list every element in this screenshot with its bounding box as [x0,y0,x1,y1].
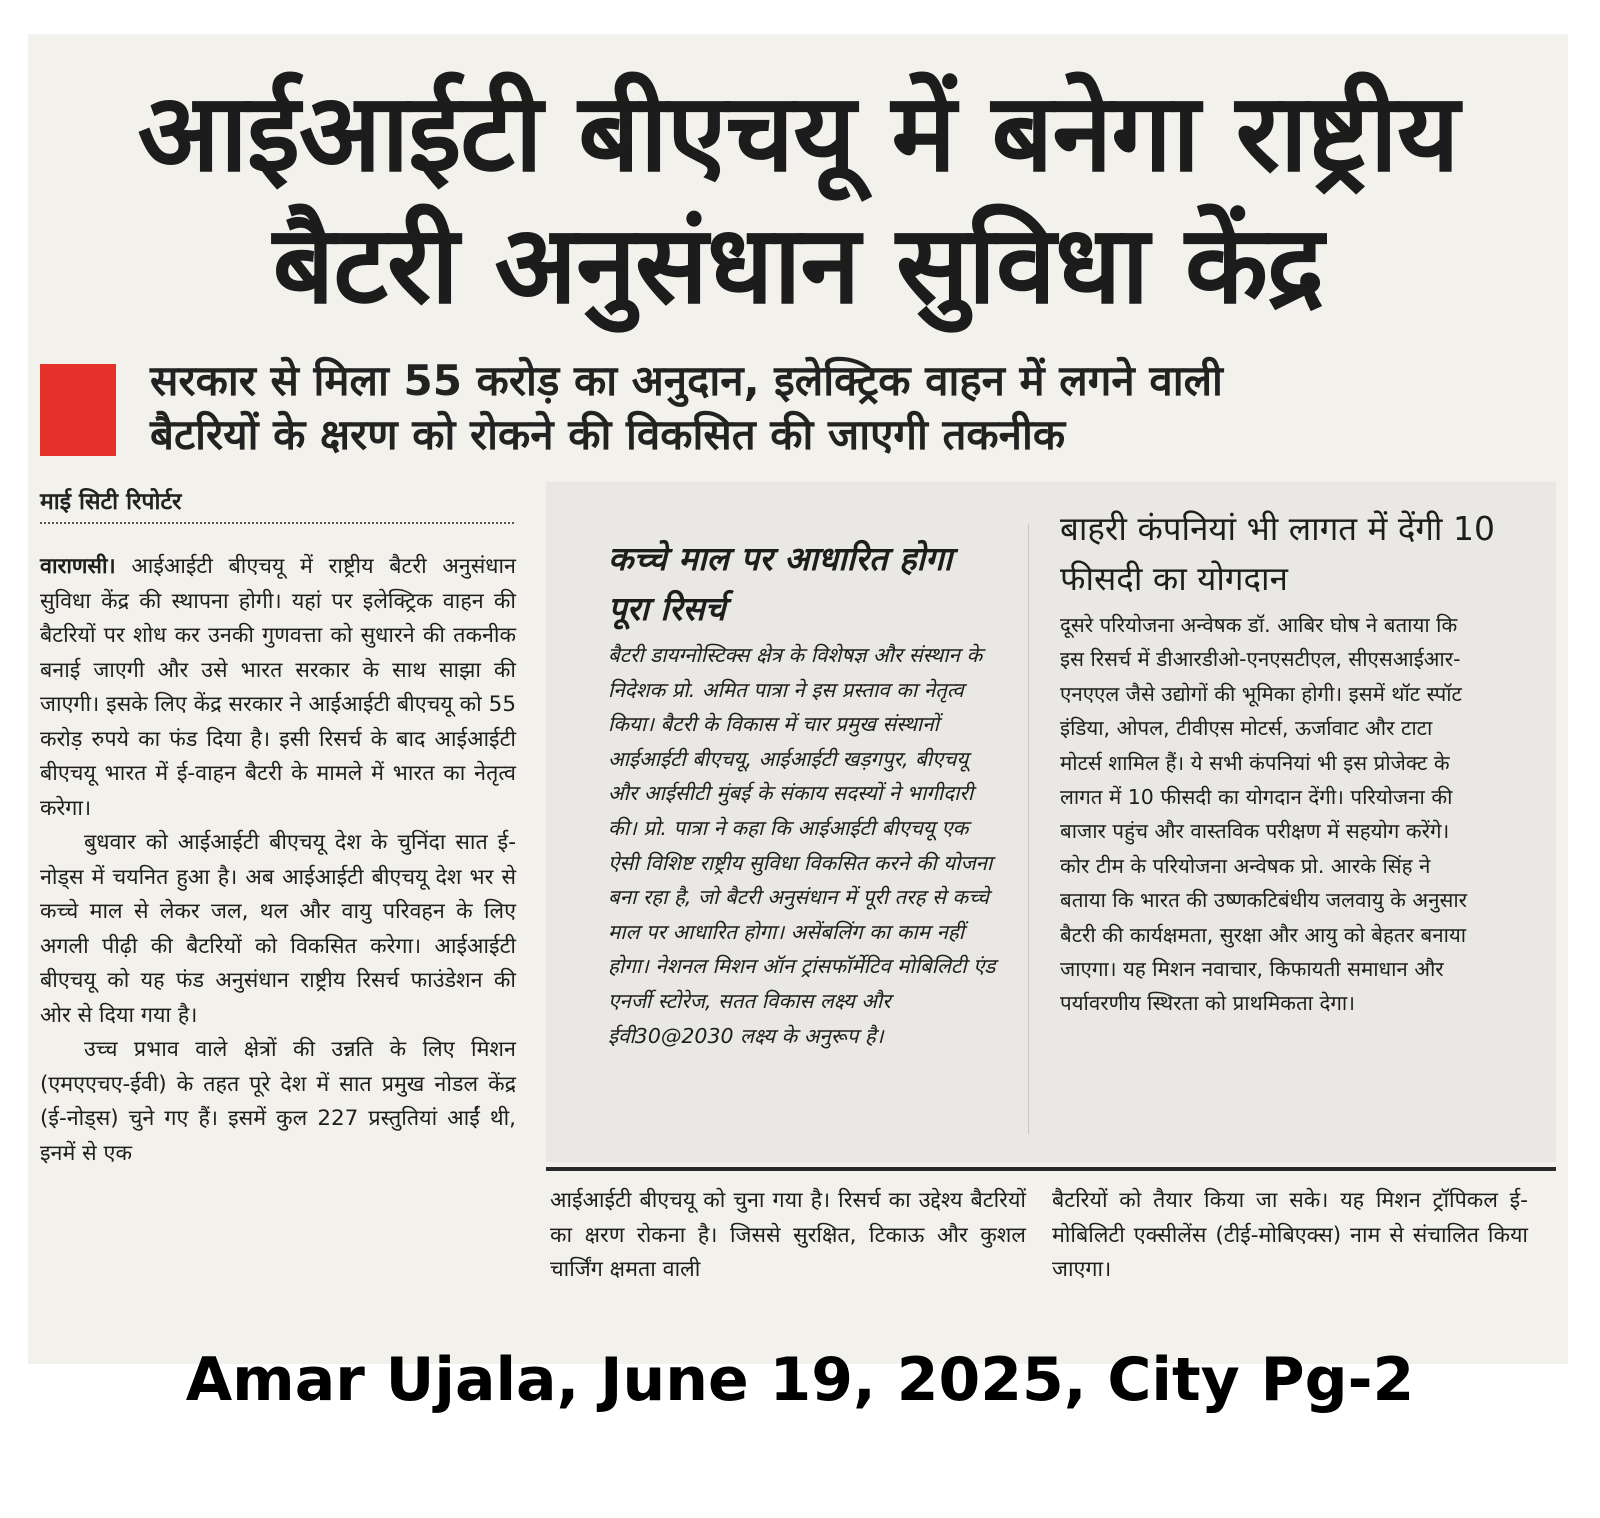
accent-red-block [40,364,116,456]
byline: माई सिटी रिपोर्टर [40,489,182,515]
paragraph-1 [40,550,516,826]
box-column-divider [1028,524,1029,1134]
newspaper-clipping [28,34,1568,1364]
box1-body: बैटरी डायग्नोस्टिक्स क्षेत्र के विशेषज्ञ और संस्थान के निदेशक प्रो. अमित पात्रा ने इस प्रस्ताव का नेतृत्व किया। बैटरी के विकास में चार प्रमुख संस्थानों आईआईटी बीएचयू, आईआईटी खड़गपुर, बीएचयू और आईसीटी मुंबई के संकाय सदस्यों ने भागीदारी की। प्रो. पात्रा ने कहा कि आईआईटी बीएचयू एक ऐसी विशिष्ट राष्ट्रीय सुविधा विकसित करने की योजना बना रहा है, जो बैटरी अनुसंधान में पूरी तरह से कच्चे माल पर आधारित होगा। असेंबलिंग का काम नहीं होगा। नेशनल मिशन ऑन ट्रांसफॉर्मेटिव मोबिलिटी एंड एनर्जी स्टोरेज, सतत विकास लक्ष्य और ईवी30@2030 लक्ष्य के अनुरूप है। [608,643,996,1048]
continuation-column-3: बैटरियों को तैयार किया जा सके। यह मिशन ट्रॉपिकल ई-मोबिलिटी एक्सीलेंस (टीई-मोबिएक्स) नाम से संचालित किया जाएगा। [1052,1188,1528,1282]
paragraph-1-text: आईआईटी बीएचयू में राष्ट्रीय बैटरी अनुसंधान सुविधा केंद्र की स्थापना होगी। यहां पर इलेक्ट्रिक वाहन की बैटरियों पर शोध कर उनकी गुणवत्ता को सुधारने की तकनीक बनाई जाएगी और उसे भारत सरकार के साथ साझा की जाएगी। इसके लिए केंद्र सरकार ने आईआईटी बीएचयू को 55 करोड़ रुपये का फंड दिया है। इसी रिसर्च के बाद आईआईटी बीएचयू भारत में ई-वाहन बैटरी के मामले में भारत का नेतृत्व करेगा। [40,554,516,821]
headline-line-1: आईआईटी बीएचयू में बनेगा राष्ट्रीय [137,71,1459,196]
dateline: वाराणसी। [40,554,116,579]
box-bottom-rule [546,1167,1556,1171]
headline-line-2: बैटरी अनुसंधान सुविधा केंद्र [272,203,1324,328]
subheadline-line-1: सरकार से मिला 55 करोड़ का अनुदान, इलेक्ट्रिक वाहन में लगने वाली [150,356,1223,405]
continuation-column-2: आईआईटी बीएचयू को चुना गया है। रिसर्च का उद्देश्य बैटरियों का क्षरण रोकना है। जिससे सुरक्षित, टिकाऊ और कुशल चार्जिंग क्षमता वाली [550,1188,1026,1282]
byline-divider [40,522,514,524]
subheadline-line-2: बैटरियों के क्षरण को रोकने की विकसित की जाएगी तकनीक [150,410,1066,459]
paragraph-3: उच्च प्रभाव वाले क्षेत्रों की उन्नति के लिए मिशन (एमएएचए-ईवी) के तहत पूरे देश में सात प्रमुख नोडल केंद्र (ई-नोड्स) चुने गए हैं। इसमें कुल 227 प्रस्तुतियां आईं थी, इनमें से एक [40,1037,516,1166]
source-caption: Amar Ujala, June 19, 2025, City Pg-2 [185,1345,1415,1415]
box1-heading: कच्चे माल पर आधारित होगा पूरा रिसर्च [608,539,953,628]
box2-heading: बाहरी कंपनियां भी लागत में देंगी 10 फीसदी का योगदान [1060,509,1495,598]
article-column-1 [40,550,516,1171]
paragraph-2: बुधवार को आईआईटी बीएचयू देश के चुनिंदा सात ई-नोड्स में चयनित हुआ है। अब आईआईटी बीएचयू देश भर से कच्चे माल से लेकर जल, थल और वायु परिवहन के लिए अगली पीढ़ी की बैटरियों को विकसित करेगा। आईआईटी बीएचयू को यह फंड अनुसंधान राष्ट्रीय रिसर्च फाउंडेशन की ओर से दिया गया है। [40,830,516,1028]
box2-body: दूसरे परियोजना अन्वेषक डॉ. आबिर घोष ने बताया कि इस रिसर्च में डीआरडीओ-एनएसटीएल, सीएसआईआर-एनएएल जैसे उद्योगों की भूमिका होगी। इसमें थॉट स्पॉट इंडिया, ओपल, टीवीएस मोटर्स, ऊर्जावाट और टाटा मोटर्स शामिल हैं। ये सभी कंपनियां भी इस प्रोजेक्ट के लागत में 10 फीसदी का योगदान देंगी। परियोजना की बाजार पहुंच और वास्तविक परीक्षण में सहयोग करेंगे। कोर टीम के परियोजना अन्वेषक प्रो. आरके सिंह ने बताया कि भारत की उष्णकटिबंधीय जलवायु के अनुसार बैटरी की कार्यक्षमता, सुरक्षा और आयु को बेहतर बनाया जाएगा। यह मिशन नवाचार, किफायती समाधान और पर्यावरणीय स्थिरता को प्राथमिकता देगा। [1060,613,1468,1016]
subheadline [150,354,1550,462]
